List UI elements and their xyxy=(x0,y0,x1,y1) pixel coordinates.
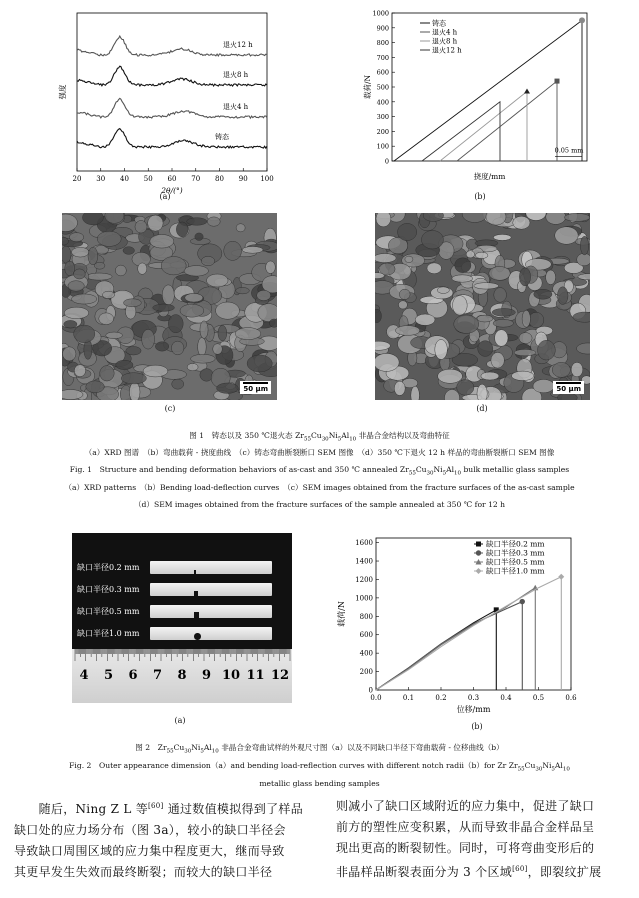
nd-legend-label: 缺口半径0.3 mm xyxy=(486,548,545,558)
sem-texture xyxy=(514,349,535,356)
xrd-tick-label: 80 xyxy=(215,175,224,183)
nd-series-marker xyxy=(558,574,564,580)
nd-tick-label: 200 xyxy=(359,668,373,677)
fig1-panel-c-label: (c) xyxy=(164,404,176,413)
sem-texture xyxy=(242,246,263,253)
nd-tick-label: 0.3 xyxy=(467,694,480,702)
text-line: 则减小了缺口区域附近的应力集中，促进了缺口 xyxy=(336,799,595,813)
sem-texture xyxy=(171,341,184,355)
ld-legend-label: 退火8 h xyxy=(432,37,458,46)
sem-texture xyxy=(62,214,78,232)
specimen-label: 缺口半径1.0 mm xyxy=(77,629,140,638)
scale-bar-d: 50 μm xyxy=(553,381,584,394)
sem-texture xyxy=(435,339,448,359)
sem-texture xyxy=(478,341,493,357)
sem-texture xyxy=(398,223,417,240)
fig1-caption-en: Fig. 1 Structure and bending deformation behaviors of as-cast and 350 ℃ annealed $Zr_{55}Cu_{30}Ni_5Al_{10}$ bulk metallic glass samples xyxy=(69,465,570,477)
specimen-notch xyxy=(194,591,198,596)
sem-texture xyxy=(185,293,203,302)
nd-tick-label: 0 xyxy=(368,686,373,695)
sem-texture xyxy=(375,353,399,371)
sem-texture xyxy=(257,290,271,300)
ld-legend-label: 退火12 h xyxy=(432,46,462,55)
nd-tick-label: 800 xyxy=(359,612,373,621)
text-line: 导致缺口周围区域的应力集中程度更大，继而导致 xyxy=(14,844,285,858)
sem-texture xyxy=(421,230,443,248)
specimen-bar xyxy=(150,561,272,574)
sem-texture xyxy=(135,220,147,233)
sem-texture xyxy=(495,330,508,347)
sem-texture xyxy=(481,372,499,380)
sem-texture xyxy=(453,296,468,316)
sem-texture xyxy=(235,328,261,340)
nd-tick-label: 0.0 xyxy=(370,694,382,702)
fig2-panel-b-label: (b) xyxy=(471,722,483,731)
xrd-tick-label: 90 xyxy=(238,175,248,183)
sem-texture xyxy=(184,266,208,277)
sem-texture xyxy=(200,321,208,339)
fig1-panel-d-label: (d) xyxy=(476,404,488,413)
sem-texture xyxy=(99,313,114,325)
sem-texture xyxy=(375,309,381,323)
ruler-number: 12 xyxy=(270,668,290,683)
sem-texture xyxy=(455,258,471,273)
sem-texture xyxy=(512,371,534,380)
sem-texture xyxy=(142,329,155,349)
sem-texture xyxy=(269,319,277,327)
sem-texture xyxy=(123,299,141,307)
sem-texture xyxy=(162,285,174,305)
text-line: 随后，Ning Z L 等[60] 通过数值模拟得到了样品 xyxy=(14,802,303,816)
sem-texture xyxy=(153,304,175,311)
sem-texture xyxy=(121,373,146,384)
nd-tick-label: 0.6 xyxy=(565,694,577,702)
fig2-caption-en-2: metallic glass bending samples xyxy=(259,779,380,788)
sem-texture xyxy=(513,216,530,229)
xrd-series-label: 退火12 h xyxy=(223,41,253,49)
sem-image-as-cast xyxy=(62,213,277,400)
ld-tick-label: 800 xyxy=(376,39,389,48)
ld-tick-label: 500 xyxy=(376,83,389,92)
ld-marker xyxy=(555,79,560,84)
specimen-notch xyxy=(194,612,199,618)
nd-legend-label: 缺口半径0.5 mm xyxy=(486,557,545,567)
sem-texture xyxy=(394,381,405,395)
xrd-tick-label: 30 xyxy=(96,175,106,183)
sem-texture xyxy=(224,241,242,260)
sem-texture xyxy=(187,363,198,370)
sem-texture xyxy=(100,366,115,381)
sem-texture xyxy=(437,287,449,294)
xrd-chart xyxy=(55,5,275,205)
sem-texture xyxy=(546,270,556,285)
text-line: 现出更高的断裂韧性。同时，可将弯曲变形后的 xyxy=(336,841,595,855)
nd-ylabel: 载荷/N xyxy=(337,601,346,627)
sem-texture xyxy=(462,213,487,222)
ld-series-line xyxy=(457,81,557,161)
sem-texture xyxy=(236,287,250,293)
xrd-series-label: 铸态 xyxy=(215,133,229,141)
specimen-notch xyxy=(194,570,196,574)
specimen-label: 缺口半径0.5 mm xyxy=(77,607,140,616)
sem-texture xyxy=(180,304,204,317)
sem-texture xyxy=(519,333,532,344)
xrd-xlabel: 2θ/(°) xyxy=(161,186,183,195)
sem-texture xyxy=(191,354,216,363)
sem-texture xyxy=(161,256,186,274)
ruler-number: 4 xyxy=(79,668,89,683)
ld-tick-label: 900 xyxy=(376,24,389,33)
nd-series-line xyxy=(376,577,561,690)
sem-texture xyxy=(68,281,84,292)
sem-texture xyxy=(102,291,114,298)
sem-texture xyxy=(207,274,228,287)
sem-texture xyxy=(62,246,71,263)
ld-tick-label: 100 xyxy=(376,142,389,151)
sem-texture xyxy=(143,365,168,377)
fig1-caption-cn: 图 1 铸态以及 350 ℃退火态 $Zr_{55}Cu_{30}Ni_5Al_{10}$ 非晶合金结构以及弯曲特征 xyxy=(189,431,450,443)
sem-texture xyxy=(63,347,76,361)
sem-texture xyxy=(399,289,410,299)
sem-image-annealed xyxy=(375,213,590,400)
sem-texture xyxy=(564,213,590,221)
xrd-tick-label: 40 xyxy=(120,175,129,183)
sem-texture xyxy=(534,289,552,299)
sem-texture xyxy=(126,346,141,355)
fig2-caption-en: Fig. 2 Outer appearance dimension（a）and bending load-reflection curves with different notch radii（b）for Zr $Zr_{55}Cu_{30}Ni_5Al_{10}$ xyxy=(69,761,570,773)
text-line: 前方的塑性应变积累，从而导致非晶合金样品呈 xyxy=(336,820,595,834)
sem-texture xyxy=(493,319,513,327)
fig1-caption-cn-sub: （a）XRD 图谱 （b）弯曲载荷 - 挠度曲线 （c）铸态弯曲断裂断口 SEM 图像 （d）350 ℃下退火 12 h 样品的弯曲断裂断口 SEM 图像 xyxy=(84,448,555,457)
load-deflection-chart xyxy=(360,5,600,205)
sem-texture xyxy=(217,383,239,393)
ld-marker xyxy=(579,17,585,23)
ld-ylabel: 载荷/N xyxy=(363,74,372,100)
ruler-number: 11 xyxy=(246,668,265,683)
sem-texture xyxy=(155,342,168,351)
sem-texture xyxy=(466,251,474,258)
sem-texture xyxy=(236,224,245,232)
sem-texture xyxy=(494,288,507,303)
sem-texture xyxy=(557,287,568,305)
xrd-tick-label: 100 xyxy=(260,175,274,183)
sem-texture xyxy=(411,386,420,400)
specimen-bar xyxy=(150,627,272,640)
ld-tick-label: 600 xyxy=(376,68,389,77)
ruler-number: 10 xyxy=(221,668,241,683)
sem-texture xyxy=(74,269,86,279)
sem-texture xyxy=(454,315,479,334)
nd-tick-label: 600 xyxy=(359,631,373,640)
nd-tick-label: 0.1 xyxy=(402,694,415,702)
sem-texture xyxy=(247,355,272,372)
sem-texture xyxy=(577,253,590,266)
xrd-tick-label: 60 xyxy=(167,175,177,183)
sem-texture xyxy=(398,301,407,309)
ld-tick-label: 200 xyxy=(376,127,389,136)
sem-texture xyxy=(555,227,578,245)
nd-tick-label: 0.4 xyxy=(500,694,512,702)
sem-texture xyxy=(438,369,463,383)
sem-texture xyxy=(198,337,207,356)
xrd-tick-label: 50 xyxy=(143,175,153,183)
sem-texture xyxy=(201,256,214,266)
sem-texture xyxy=(187,218,207,226)
specimen-bar xyxy=(150,605,272,618)
ruler-number: 5 xyxy=(103,668,114,683)
xrd-series-line xyxy=(77,129,267,149)
nd-tick-label: 400 xyxy=(359,649,373,658)
sem-texture xyxy=(138,263,147,274)
nd-legend-label: 缺口半径1.0 mm xyxy=(486,566,545,576)
fig1-panel-a-label: (a) xyxy=(159,192,171,201)
sem-texture xyxy=(62,390,83,400)
sem-texture xyxy=(106,332,123,339)
scale-bar-c: 50 μm xyxy=(240,381,271,394)
sem-texture xyxy=(86,381,105,393)
sem-texture xyxy=(168,315,183,333)
sem-texture xyxy=(74,365,85,377)
sem-texture xyxy=(492,308,515,316)
fig1-panel-b-label: (b) xyxy=(474,192,486,201)
fig1-caption-en-sub1: （a）XRD patterns （b）Bending load-deflection curves （c）SEM images obtained from the fracture surfaces of the as-cast sample xyxy=(64,483,575,492)
sem-texture xyxy=(64,320,77,328)
sem-texture xyxy=(207,217,220,226)
sem-texture xyxy=(176,222,188,237)
xrd-series-label: 退火4 h xyxy=(223,103,249,111)
ld-xlabel: 挠度/mm xyxy=(473,172,506,181)
fig2-panel-a-label: (a) xyxy=(174,716,186,725)
sem-texture xyxy=(116,360,133,369)
ruler-number: 8 xyxy=(177,668,187,683)
specimen-bar xyxy=(150,583,272,596)
sem-texture xyxy=(115,265,126,276)
sem-texture xyxy=(266,261,276,274)
sem-texture xyxy=(491,352,505,368)
ld-annotation: 0.05 mm xyxy=(554,146,584,155)
sem-texture xyxy=(72,247,89,257)
nd-xlabel: 位移/mm xyxy=(456,705,491,714)
sem-texture xyxy=(405,256,413,262)
ruler xyxy=(72,649,292,703)
sem-texture xyxy=(97,231,121,246)
sem-texture xyxy=(475,252,487,258)
nd-tick-label: 1600 xyxy=(355,539,373,548)
sem-texture xyxy=(86,273,112,280)
ruler-number: 9 xyxy=(201,668,212,683)
ruler-number: 7 xyxy=(152,668,163,683)
sem-texture xyxy=(376,213,391,227)
sem-texture xyxy=(493,234,511,240)
sem-texture xyxy=(538,340,556,360)
ld-series-line xyxy=(440,91,527,161)
sem-texture xyxy=(148,215,164,231)
xrd-series-label: 退火8 h xyxy=(223,71,249,79)
sem-texture xyxy=(522,310,530,327)
load-displacement-chart xyxy=(330,530,590,725)
sem-texture xyxy=(71,294,96,304)
fig1-caption-en-sub2: （d）SEM images obtained from the fracture surfaces of the sample annealed at 350 ℃ for 12 h xyxy=(133,500,506,509)
ld-tick-label: 700 xyxy=(376,53,389,62)
ld-tick-label: 300 xyxy=(376,113,389,122)
ld-tick-label: 0 xyxy=(384,157,389,166)
nd-tick-label: 1400 xyxy=(355,557,373,566)
sem-texture xyxy=(216,302,240,319)
body-text-right xyxy=(336,796,636,883)
nd-tick-label: 1000 xyxy=(355,594,373,603)
sem-texture xyxy=(580,236,588,255)
sem-texture xyxy=(427,263,442,274)
sem-texture xyxy=(519,268,530,286)
nd-tick-label: 0.5 xyxy=(532,694,545,702)
xrd-tick-label: 20 xyxy=(72,175,82,183)
sem-texture xyxy=(477,384,487,400)
sem-texture xyxy=(552,362,570,377)
nd-tick-label: 1200 xyxy=(355,575,373,584)
nd-legend-marker xyxy=(476,550,481,555)
sem-texture xyxy=(474,283,499,289)
sem-texture xyxy=(195,233,203,241)
sem-texture xyxy=(379,263,395,275)
xrd-tick-label: 70 xyxy=(191,175,201,183)
nd-legend-marker xyxy=(476,542,481,547)
sem-texture xyxy=(218,325,227,341)
sem-texture xyxy=(395,326,419,336)
nd-series-marker xyxy=(520,599,525,604)
sem-texture xyxy=(576,343,590,354)
ld-frame xyxy=(392,13,587,161)
sem-texture xyxy=(213,344,223,355)
sem-texture xyxy=(457,380,474,395)
sem-texture xyxy=(88,247,98,264)
ruler-number: 6 xyxy=(128,668,138,683)
sem-texture xyxy=(546,213,566,224)
sem-texture xyxy=(74,325,95,342)
sample-photo xyxy=(72,533,292,703)
sem-texture xyxy=(375,254,396,263)
ld-tick-label: 400 xyxy=(376,98,389,107)
ld-marker xyxy=(524,88,530,93)
sem-texture xyxy=(533,379,554,392)
nd-legend-marker xyxy=(476,568,482,574)
sem-texture xyxy=(415,314,435,325)
nd-legend-label: 缺口半径0.2 mm xyxy=(486,539,545,549)
text-line: 其更早发生失效而最终断裂；而较大的缺口半径 xyxy=(14,865,273,879)
text-line: 缺口处的应力场分布（图 3a），较小的缺口半径会 xyxy=(14,823,286,837)
body-text-left xyxy=(14,796,314,883)
ld-legend-label: 铸态 xyxy=(432,19,446,28)
sem-texture xyxy=(150,234,174,248)
sem-texture xyxy=(94,262,105,269)
sem-texture xyxy=(452,275,473,282)
text-line: 非晶样品断裂表面分为 3 个区域[60]，即裂纹扩展 xyxy=(336,865,602,879)
sem-texture xyxy=(529,312,544,327)
specimen-label: 缺口半径0.2 mm xyxy=(77,563,140,572)
specimen-notch xyxy=(194,633,201,640)
specimen-label: 缺口半径0.3 mm xyxy=(77,585,140,594)
nd-tick-label: 0.2 xyxy=(435,694,447,702)
sem-texture xyxy=(123,247,134,255)
sem-texture xyxy=(69,233,83,242)
ld-legend-label: 退火4 h xyxy=(432,28,458,37)
ld-tick-label: 1000 xyxy=(372,9,389,18)
sem-texture xyxy=(65,261,75,276)
sem-texture xyxy=(571,362,583,377)
sem-texture xyxy=(477,315,493,322)
sem-texture xyxy=(172,379,184,389)
xrd-ylabel: 强度 xyxy=(58,84,67,100)
fig2-caption-cn: 图 2 $Zr_{55}Cu_{30}Ni_5Al_{10}$ 非晶合金弯曲试样的外观尺寸图（a）以及不同缺口半径下弯曲载荷 - 位移曲线（b） xyxy=(135,743,504,755)
sem-texture xyxy=(64,307,88,319)
sem-texture xyxy=(129,382,140,400)
sem-texture xyxy=(489,266,510,280)
